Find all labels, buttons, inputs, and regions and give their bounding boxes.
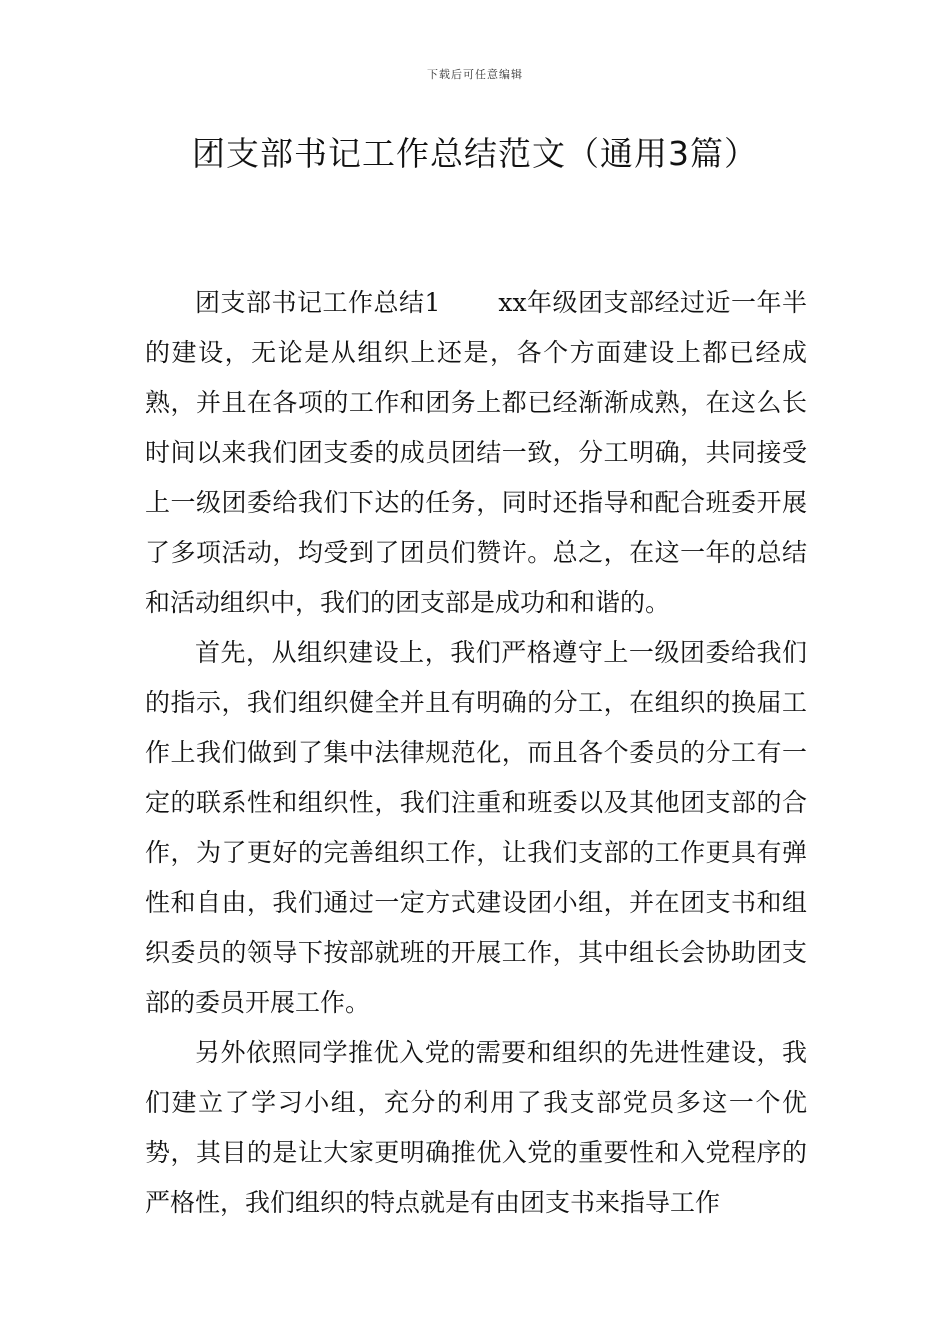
paragraph-text: xx年级团支部经过近一年半的建设，无论是从组织上还是，各个方面建设上都已经成熟，并且在各项的工作和团务上都已经渐渐成熟，在这么长时间以来我们团支委的成员团结一致，分工明确，共同接受上一级团委给我们下达的任务，同时还指导和配合班委开展了多项活动，均受到了团员们赞许。总之，在这一年的总结和活动组织中，我们的团支部是成功和和谐的。: [145, 288, 807, 617]
paragraph-1: [145, 278, 807, 628]
document-title: 团支部书记工作总结范文（通用3篇）: [192, 134, 758, 173]
header-note: 下载后可任意编辑: [427, 68, 523, 81]
paragraph-3: 另外依照同学推优入党的需要和组织的先进性建设，我们建立了学习小组，充分的利用了我支部党员多这一个优势，其目的是让大家更明确推优入党的重要性和入党程序的严格性，我们组织的特点就是有由团支书来指导工作: [145, 1038, 807, 1217]
document-body: [145, 278, 807, 1228]
paragraph-2: 首先，从组织建设上，我们严格遵守上一级团委给我们的指示，我们组织健全并且有明确的分工，在组织的换届工作上我们做到了集中法律规范化，而且各个委员的分工有一定的联系性和组织性，我们注重和班委以及其他团支部的合作，为了更好的完善组织工作，让我们支部的工作更具有弹性和自由，我们通过一定方式建设团小组，并在团支书和组织委员的领导下按部就班的开展工作，其中组长会协助团支部的委员开展工作。: [145, 638, 807, 1017]
section-heading: 团支部书记工作总结1: [195, 288, 441, 317]
